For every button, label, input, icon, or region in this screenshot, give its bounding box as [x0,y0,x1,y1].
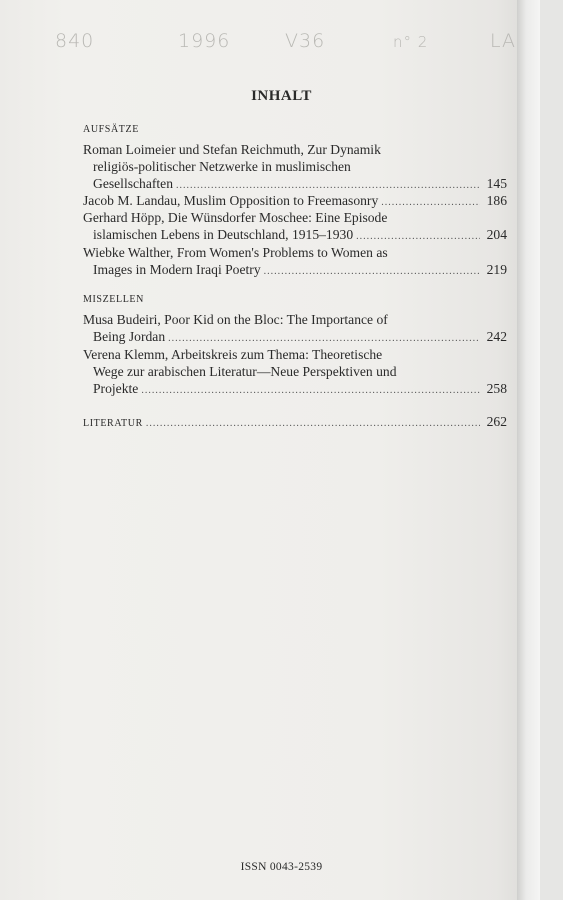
page-title: INHALT [251,88,312,104]
entry-line: Images in Modern Iraqi Poetry [93,262,261,277]
entry-line: Gesellschaften [93,176,174,191]
entry-last-line [83,413,507,432]
entry-last-line [83,380,507,399]
entry-last-line [83,261,507,280]
toc-entry[interactable] [83,311,507,347]
page-edge-shadow [517,0,540,900]
entry-line: religiös-politischer Netzwerke in muslimischen [93,159,351,174]
entry-line: Wege zur arabischen Literatur—Neue Perspektiven und [93,364,397,379]
entry-line: islamischen Lebens in Deutschland, 1915–1930 [93,227,354,242]
section-label-aufsaetze: AUFSÄTZE [83,124,139,135]
entry-line: Wiebke Walther, From Women's Problems to Women as [83,245,388,260]
page-number: 242 [486,329,507,344]
page-number: 219 [486,262,507,277]
pencil-annotation-year: 1996 [178,30,231,52]
page-number: 258 [486,381,507,396]
dot-leader [141,382,480,399]
dot-leader [146,415,480,432]
page-number: 204 [486,227,507,242]
toc-entry[interactable] [83,346,507,399]
page-number: 145 [486,176,507,191]
pencil-annotation-number: n° 2 [393,33,429,51]
entry-line: Roman Loimeier und Stefan Reichmuth, Zur Dynamik [83,142,381,157]
section-label-literatur: LITERATUR [83,418,143,429]
dot-leader [168,330,480,347]
entry-last-line [83,328,507,347]
entry-line: Verena Klemm, Arbeitskreis zum Thema: Theoretische [83,347,383,362]
toc-entry[interactable] [83,141,507,194]
page-number: 186 [486,193,507,208]
dot-leader [264,263,480,280]
pencil-annotation-call-number: 840 [55,30,95,52]
entry-last-line [83,226,507,245]
entry-line: Jacob M. Landau, Muslim Opposition to Freemasonry [83,193,379,208]
entry-line: Being Jordan [93,329,166,344]
toc-entry-literatur[interactable] [83,413,507,432]
issn-number: ISSN 0043-2539 [240,861,323,873]
entry-line: Gerhard Höpp, Die Wünsdorfer Moschee: Eine Episode [83,210,388,225]
entry-line: Projekte [93,381,139,396]
entry-line: Musa Budeiri, Poor Kid on the Bloc: The Importance of [83,312,388,327]
toc-entry[interactable] [83,209,507,245]
dot-leader [356,228,480,245]
pencil-annotation-initials: LA [490,30,517,52]
page-number: 262 [486,414,507,429]
pencil-annotation-volume: V36 [285,30,326,52]
toc-entry[interactable] [83,244,507,280]
section-label-miszellen: MISZELLEN [83,294,144,305]
